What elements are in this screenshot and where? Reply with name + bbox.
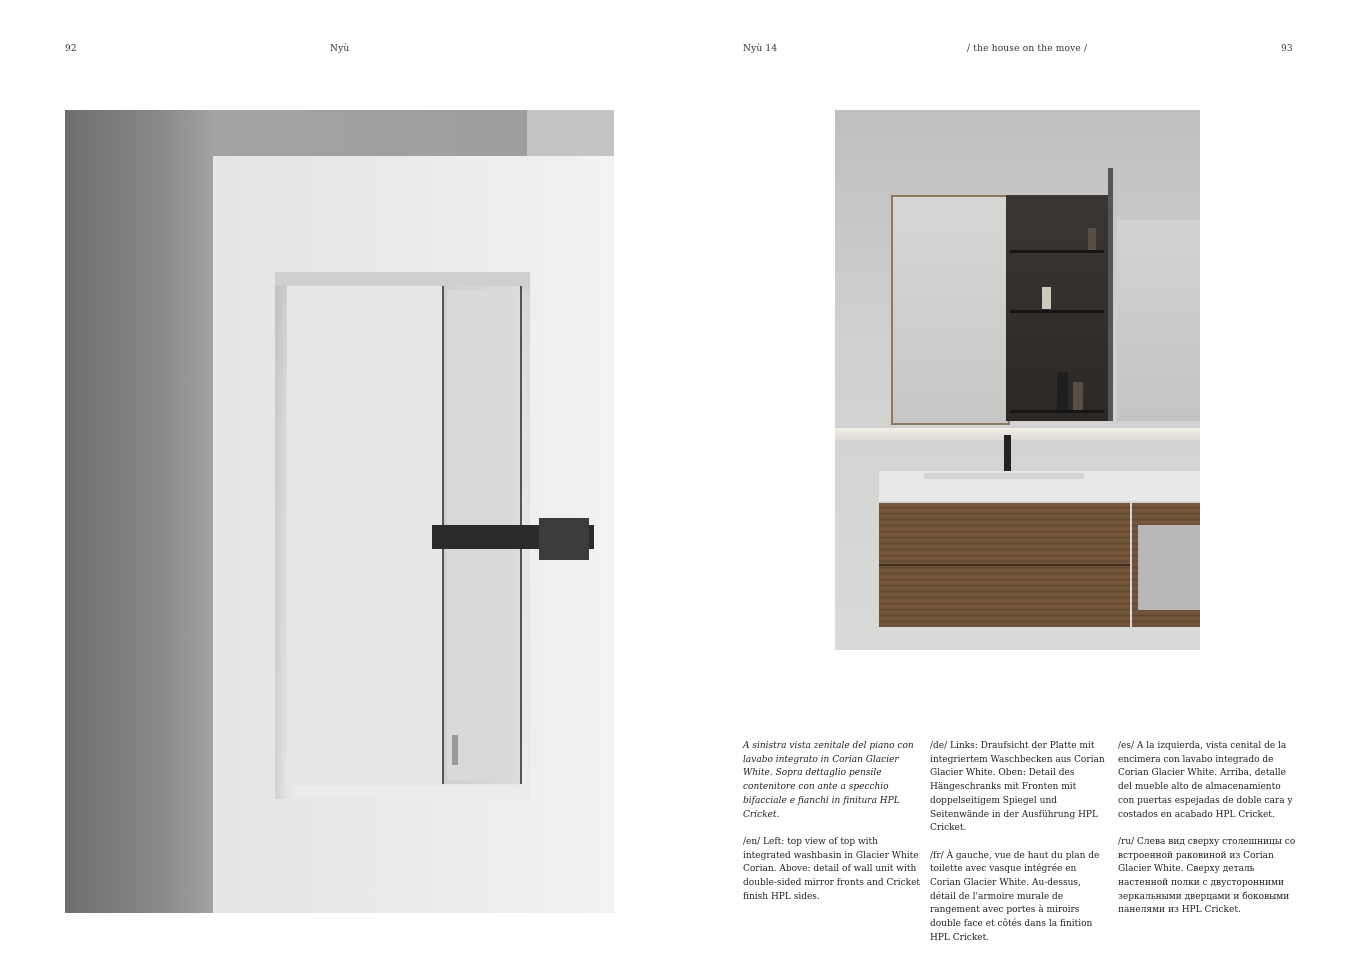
bottle	[1042, 287, 1051, 309]
faucet-base	[539, 518, 589, 560]
caption-en-text: Left: top view of top with integrated washbasin in Glacier White Corian. Above: detail of wall unit with double-sided mirror fronts and Cricket finish HPL sides.	[743, 836, 921, 902]
caption-en	[743, 836, 921, 905]
drain-logo-mark	[452, 735, 458, 765]
bottle	[1088, 228, 1096, 250]
wall-unit-detail-photo	[835, 110, 1200, 650]
lang-tag-fr: /fr/	[930, 850, 944, 861]
bottle	[1057, 372, 1068, 410]
caption-es	[1118, 740, 1296, 822]
caption-column-2	[930, 740, 1108, 959]
lang-tag-ru: /ru/	[1118, 836, 1135, 847]
drawer-divider	[879, 564, 1130, 566]
lang-tag-de: /de/	[930, 741, 948, 751]
mirror-cabinet-right	[1117, 220, 1200, 421]
mirror-cabinet-left	[891, 195, 1010, 425]
caption-column-3	[1118, 740, 1296, 932]
running-title: Nyù	[330, 44, 350, 54]
cabinet-shelf	[1010, 410, 1104, 413]
sink-recess	[924, 473, 1084, 479]
caption-es-text: A la izquierda, vista cenital de la encimera con lavabo integrado de Corian Glacier White. Arriba, detalle del mueble alto de almacenamiento con puertas espejadas de doble cara y costados en acabado HPL Cricket.	[1118, 741, 1293, 820]
caption-it: A sinistra vista zenitale del piano con lavabo integrato in Corian Glacier White. Sopra dettaglio pensile contenitore con ante a specchio bifacciale e fianchi in finitura HPL Cricket.	[743, 741, 914, 820]
lang-tag-es: /es/	[1118, 741, 1135, 751]
section-title: / the house on the move /	[967, 44, 1088, 54]
washbasin-top-view-photo	[65, 110, 614, 913]
cabinet-shelf	[1010, 250, 1104, 253]
page-number-right: 93	[1281, 44, 1293, 54]
open-mirror-door	[1108, 168, 1113, 421]
right-page	[678, 0, 1356, 959]
caption-fr	[930, 850, 1108, 946]
caption-de-text: Links: Draufsicht der Platte mit integriertem Waschbecken aus Corian Glacier White. Oben: Detail des Hängeschranks mit Fronten mit doppelseitigem Spiegel und Seitenwände in der Ausführung HPL Cricket.	[930, 741, 1105, 834]
side-shelf-opening	[1138, 525, 1200, 610]
bottle	[1073, 382, 1083, 410]
caption-column-1	[743, 740, 921, 918]
issue-label: Nyù 14	[743, 44, 778, 54]
caption-ru	[1118, 836, 1296, 918]
wall-tap	[1004, 435, 1011, 471]
caption-fr-text: À gauche, vue de haut du plan de toilette avec vasque intégrée en Corian Glacier White. Au-dessus, détail de l'armoire murale de rangement avec portes à miroirs double face et côtés dans la finition HPL Cricket.	[930, 850, 1100, 943]
led-strip	[835, 428, 1200, 440]
caption-ru-text: Слева вид сверху столешницы со встроенной раковиной из Corian Glacier White. Сверху деталь настенной полки с двусторонними зеркальными дверцами и боковыми панелями из HPL Cricket.	[1118, 836, 1296, 916]
lang-tag-en: /en/	[743, 836, 761, 847]
page-number-left: 92	[65, 44, 77, 54]
caption-de	[930, 740, 1108, 836]
basin-rim	[275, 272, 530, 286]
cabinet-shelf	[1010, 310, 1104, 313]
